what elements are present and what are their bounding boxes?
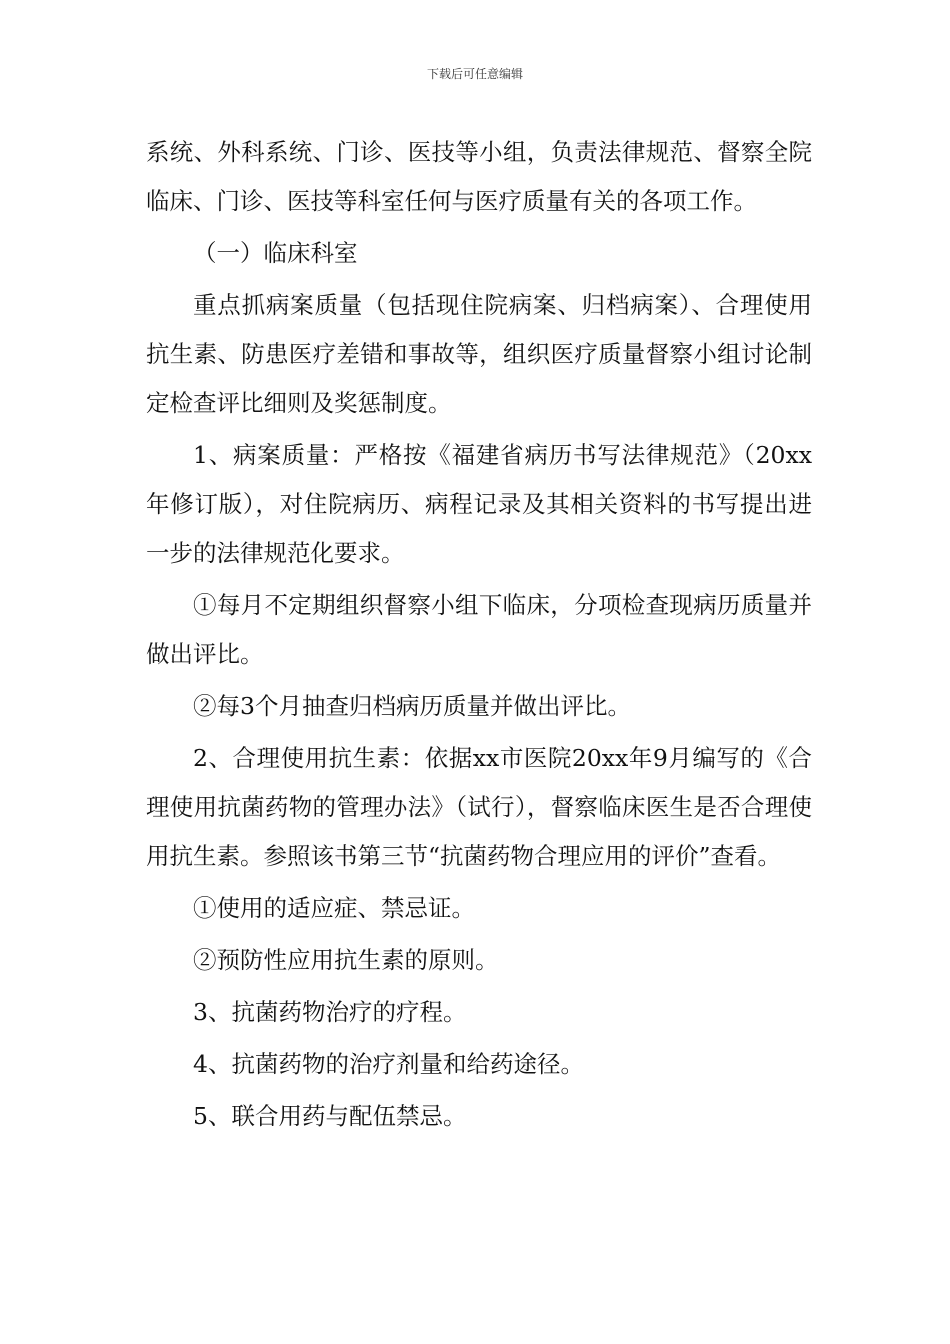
paragraph-quarterly-check: ②每3个月抽查归档病历质量并做出评比。 (193, 692, 631, 720)
paragraph-focus: 重点抓病案质量（包括现住院病案、归档病案）、合理使用抗生素、防患医疗差错和事故等，组织医疗质量督察小组讨论制定检查评比细则及奖惩制度。 (146, 291, 812, 417)
list-item-prophylaxis: ②预防性应用抗生素的原则。 (193, 946, 499, 974)
document-body (146, 128, 812, 1141)
page-header: 下载后可任意编辑 (426, 67, 523, 81)
list-item-dosage: 4、抗菌药物的治疗剂量和给药途径。 (193, 1050, 584, 1078)
paragraph-antibiotics: 2、合理使用抗生素：依据xx市医院20xx年9月编写的《合理使用抗菌药物的管理办法》（试行），督察临床医生是否合理使用抗生素。参照该书第三节“抗菌药物合理应用的评价”查看。 (146, 744, 812, 870)
list-item-indications: ①使用的适应症、禁忌证。 (193, 894, 475, 922)
paragraph-monthly-check: ①每月不定期组织督察小组下临床，分项检查现病历质量并做出评比。 (146, 591, 812, 668)
list-item-course: 3、抗菌药物治疗的疗程。 (193, 998, 467, 1026)
paragraph-case-quality: 1、病案质量：严格按《福建省病历书写法律规范》（20xx年修订版），对住院病历、病程记录及其相关资料的书写提出进一步的法律规范化要求。 (146, 441, 812, 567)
list-item-combination: 5、联合用药与配伍禁忌。 (193, 1102, 467, 1130)
section-heading-clinical: （一）临床科室 (193, 239, 358, 267)
paragraph-intro: 系统、外科系统、门诊、医技等小组，负责法律规范、督察全院临床、门诊、医技等科室任何与医疗质量有关的各项工作。 (146, 138, 812, 215)
